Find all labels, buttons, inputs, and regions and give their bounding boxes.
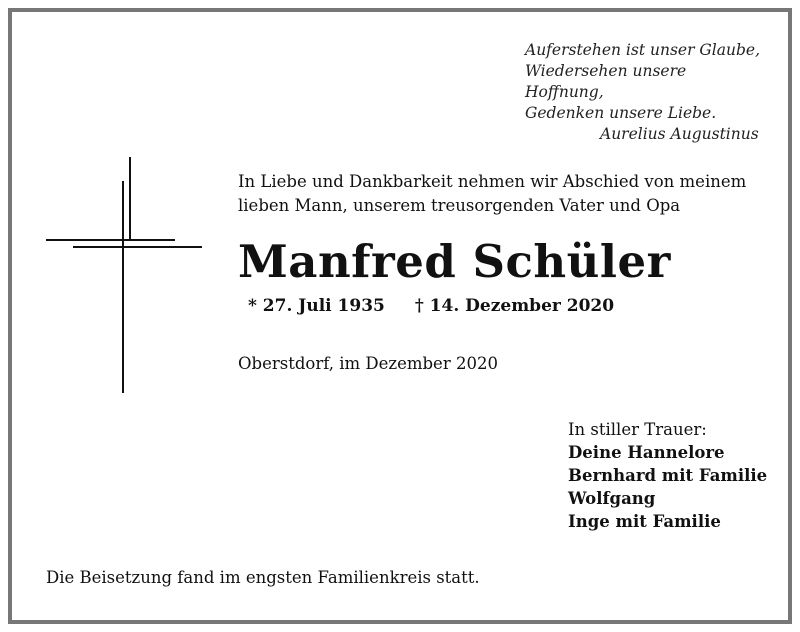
place-date: Oberstdorf, im Dezember 2020 [238,354,498,373]
mourners-heading: In stiller Trauer: [568,420,707,439]
cross-icon [44,155,204,395]
deceased-name: Manfred Schüler [238,235,671,288]
death-date: † 14. Dezember 2020 [414,296,615,316]
life-dates [248,296,614,316]
quote-line: Auferstehen ist unser Glaube, [525,41,760,59]
quote-line: Wiedersehen unsere Hoffnung, [525,62,687,101]
quote-author: Aurelius Augustinus [600,125,759,143]
mourner-name: Wolfgang [568,489,656,508]
intro-line: In Liebe und Dankbarkeit nehmen wir Abschied von meinem [238,172,747,191]
birth-date: * 27. Juli 1935 [248,296,385,316]
mourner-name: Deine Hannelore [568,443,725,462]
mourner-name: Bernhard mit Familie [568,466,768,485]
mourners-block [568,418,767,533]
footer-note: Die Beisetzung fand im engsten Familienkreis statt. [46,568,480,587]
intro-line: lieben Mann, unserem treusorgenden Vater und Opa [238,196,681,215]
quote-line: Gedenken unsere Liebe. [525,104,717,122]
mourner-name: Inge mit Familie [568,512,721,531]
quote-block [525,40,765,145]
intro-text [238,170,768,218]
